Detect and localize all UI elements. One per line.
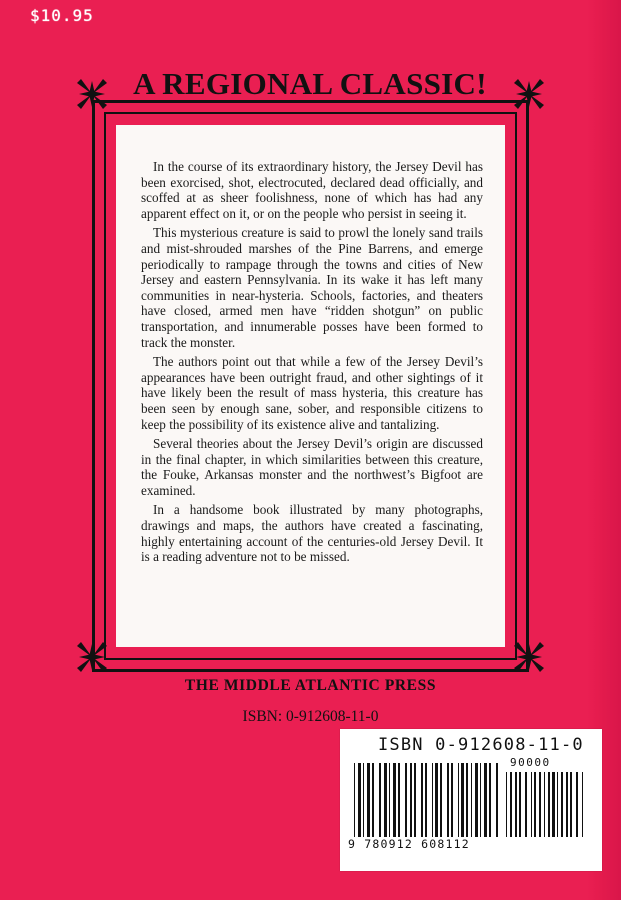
blurb-panel <box>116 125 505 647</box>
barcode-bar <box>425 763 427 837</box>
barcode-addon-code: 90000 <box>510 756 551 769</box>
barcode-bar <box>484 763 487 837</box>
barcode-bar <box>531 772 532 837</box>
barcode-bar <box>354 763 355 837</box>
barcode-bar <box>466 763 468 837</box>
barcode-bar <box>515 772 517 837</box>
barcode-bar <box>471 763 472 837</box>
barcode-bar <box>461 763 464 837</box>
barcode-bar <box>432 763 433 837</box>
barcode-bar <box>379 763 381 837</box>
barcode-bar <box>435 763 438 837</box>
barcode-bar <box>582 772 583 837</box>
barcode-bar <box>410 763 412 837</box>
barcode-bar <box>576 772 578 837</box>
barcode-addon-icon <box>506 772 586 837</box>
barcode-bar <box>480 763 481 837</box>
headline: A REGIONAL CLASSIC! <box>133 66 487 101</box>
barcode-bar <box>358 763 361 837</box>
blurb-paragraph: The authors point out that while a few of the Jersey Devil’s appearances have been outright fraud, and other sightings of it have likely been the result of mass hysteria, this creature has been seen by enough sane, sober, and responsible citizens to keep the possibility of its existence alive and tantalizing. <box>141 354 483 432</box>
barcode-bar <box>510 772 512 837</box>
publisher-name: THE MIDDLE ATLANTIC PRESS <box>184 677 437 694</box>
barcode-bar <box>506 772 507 837</box>
barcode-bar <box>372 763 374 837</box>
barcode-bar <box>367 763 370 837</box>
blurb-paragraph: In a handsome book illustrated by many photographs, drawings and maps, the authors have created a fascinating, highly entertaining account of the centuries-old Jersey Devil. It is a reading adventure not to be missed. <box>141 502 483 565</box>
blurb-paragraph: Several theories about the Jersey Devil’s origin are discussed in the final chapter, in which similarities between this creature, the Fouke, Arkansas monster and the northwest’s Bigfoot are examined. <box>141 436 483 498</box>
barcode-bar <box>440 763 442 837</box>
barcode-bar <box>539 772 541 837</box>
barcode-bar <box>451 763 453 837</box>
barcode-bar <box>475 763 478 837</box>
barcode-bar <box>458 763 459 837</box>
barcode-bar <box>552 772 555 837</box>
isbn-line: ISBN: 0-912608-11-0 <box>242 708 379 725</box>
barcode-bar <box>519 772 521 837</box>
barcode-ean-digits: 9 780912 608112 <box>348 837 470 851</box>
barcode-bar <box>496 763 498 837</box>
price-tag: $10.95 <box>30 6 94 25</box>
barcode-bar <box>557 772 558 837</box>
barcode-bar <box>393 763 396 837</box>
barcode-bar <box>489 763 491 837</box>
blurb-paragraph: In the course of its extraordinary history, the Jersey Devil has been exorcised, shot, electrocuted, declared dead officially, and scoffed at as sheer foolishness, none of which has had any apparent effect on it, or on the people who persist in seeing it. <box>141 159 483 221</box>
barcode-isbn-text: ISBN 0-912608-11-0 <box>378 735 584 755</box>
barcode-bar <box>421 763 423 837</box>
barcode-bar <box>566 772 568 837</box>
barcode-bar <box>389 763 390 837</box>
barcode-bar <box>447 763 449 837</box>
barcode-label <box>340 729 602 871</box>
barcode-bar <box>363 763 364 837</box>
barcode-bar <box>405 763 407 837</box>
barcode-bar <box>534 772 536 837</box>
barcode-bar <box>398 763 400 837</box>
blurb-paragraph: This mysterious creature is said to prowl the lonely sand trails and mist-shrouded marshes of the Pine Barrens, and emerge periodically to rampage through the towns and cities of New Jersey and eastern Pennsylvania. In its wake it has left many communities in near-hysteria. Schools, factories, and theaters have closed, armed men have “ridden shotgun” on public transportation, and innumerable posses have been formed to track the monster. <box>141 225 483 350</box>
barcode-bar <box>384 763 387 837</box>
barcode-bar <box>561 772 563 837</box>
barcode-bar <box>548 772 550 837</box>
barcode-bar <box>414 763 416 837</box>
barcode-bar <box>525 772 527 837</box>
barcode-bar <box>544 772 545 837</box>
barcode-bar <box>570 772 572 837</box>
barcode-icon <box>354 763 502 837</box>
